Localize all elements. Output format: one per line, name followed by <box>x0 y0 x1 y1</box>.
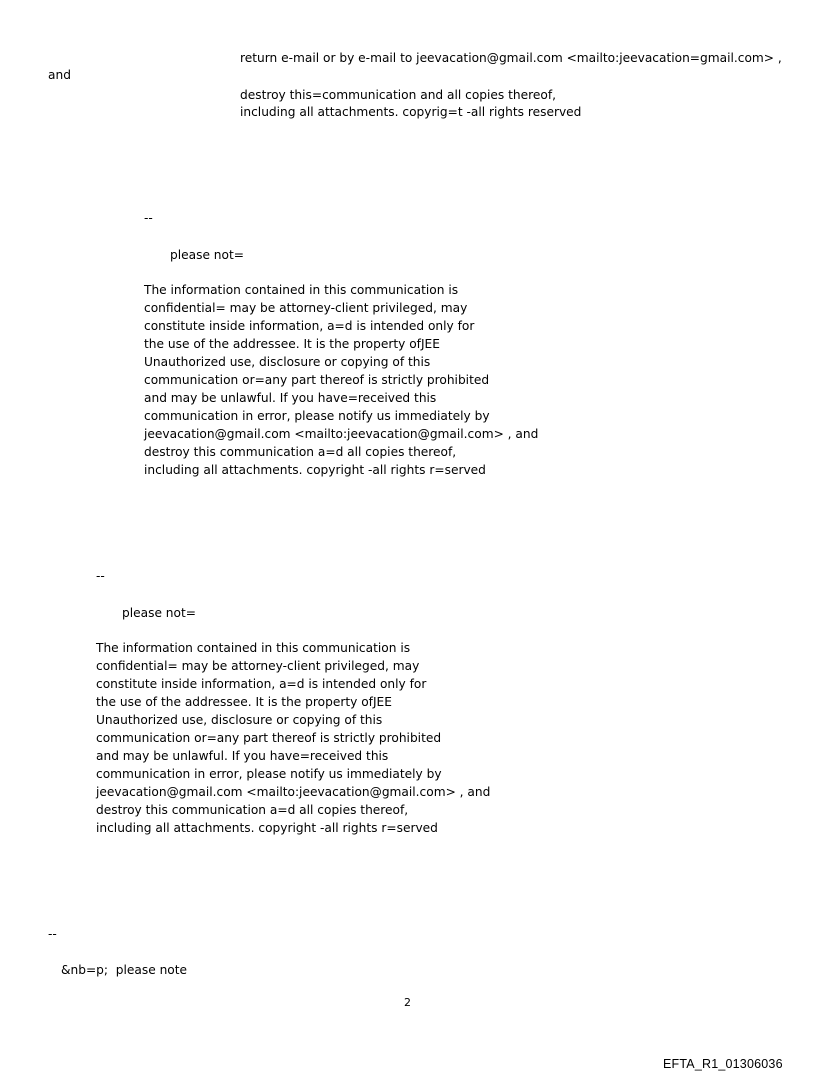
top-line-3: destroy this=communication and all copies thereof, <box>240 88 557 102</box>
block3-line-7: and may be unlawful. If you have=received this <box>96 749 389 763</box>
block3-line-2: confidential= may be attorney-client privileged, may <box>96 659 420 673</box>
block4-heading: &nb=p; please note <box>61 963 188 977</box>
block3-line-8: communication in error, please notify us immediately by <box>96 767 442 781</box>
block2-line-11: including all attachments. copyright -all rights r=served <box>144 463 486 477</box>
block2-line-1: The information contained in this communication is <box>144 283 459 297</box>
block2-line-9: jeevacation@gmail.com <mailto:jeevacation@gmail.com> , and <box>144 427 539 441</box>
page-number: 2 <box>404 996 411 1009</box>
block4-separator: -- <box>48 927 57 941</box>
block2-line-10: destroy this communication a=d all copies thereof, <box>144 445 457 459</box>
block2-separator: -- <box>144 211 153 225</box>
block3-line-10: destroy this communication a=d all copies thereof, <box>96 803 409 817</box>
top-line-4: including all attachments. copyrig=t -all rights reserved <box>240 105 582 119</box>
block2-line-2: confidential= may be attorney-client privileged, may <box>144 301 468 315</box>
top-line-1: return e-mail or by e-mail to jeevacation@gmail.com <mailto:jeevacation=gmail.com> , <box>240 51 782 65</box>
bates-number: EFTA_R1_01306036 <box>663 1057 783 1071</box>
top-line-2: and <box>48 68 71 82</box>
block3-separator: -- <box>96 569 105 583</box>
block2-line-3: constitute inside information, a=d is intended only for <box>144 319 475 333</box>
block3-line-11: including all attachments. copyright -all rights r=served <box>96 821 438 835</box>
block2-line-8: communication in error, please notify us immediately by <box>144 409 490 423</box>
block3-line-1: The information contained in this communication is <box>96 641 411 655</box>
block2-line-7: and may be unlawful. If you have=received this <box>144 391 437 405</box>
block3-line-6: communication or=any part thereof is strictly prohibited <box>96 731 442 745</box>
block3-line-3: constitute inside information, a=d is intended only for <box>96 677 427 691</box>
block2-line-6: communication or=any part thereof is strictly prohibited <box>144 373 490 387</box>
block2-line-5: Unauthorized use, disclosure or copying of this <box>144 355 431 369</box>
block3-line-5: Unauthorized use, disclosure or copying of this <box>96 713 383 727</box>
block2-heading: please not= <box>170 248 244 262</box>
block3-line-4: the use of the addressee. It is the property ofJEE <box>96 695 392 709</box>
block3-heading: please not= <box>122 606 196 620</box>
block2-line-4: the use of the addressee. It is the property ofJEE <box>144 337 440 351</box>
block3-line-9: jeevacation@gmail.com <mailto:jeevacation@gmail.com> , and <box>96 785 491 799</box>
